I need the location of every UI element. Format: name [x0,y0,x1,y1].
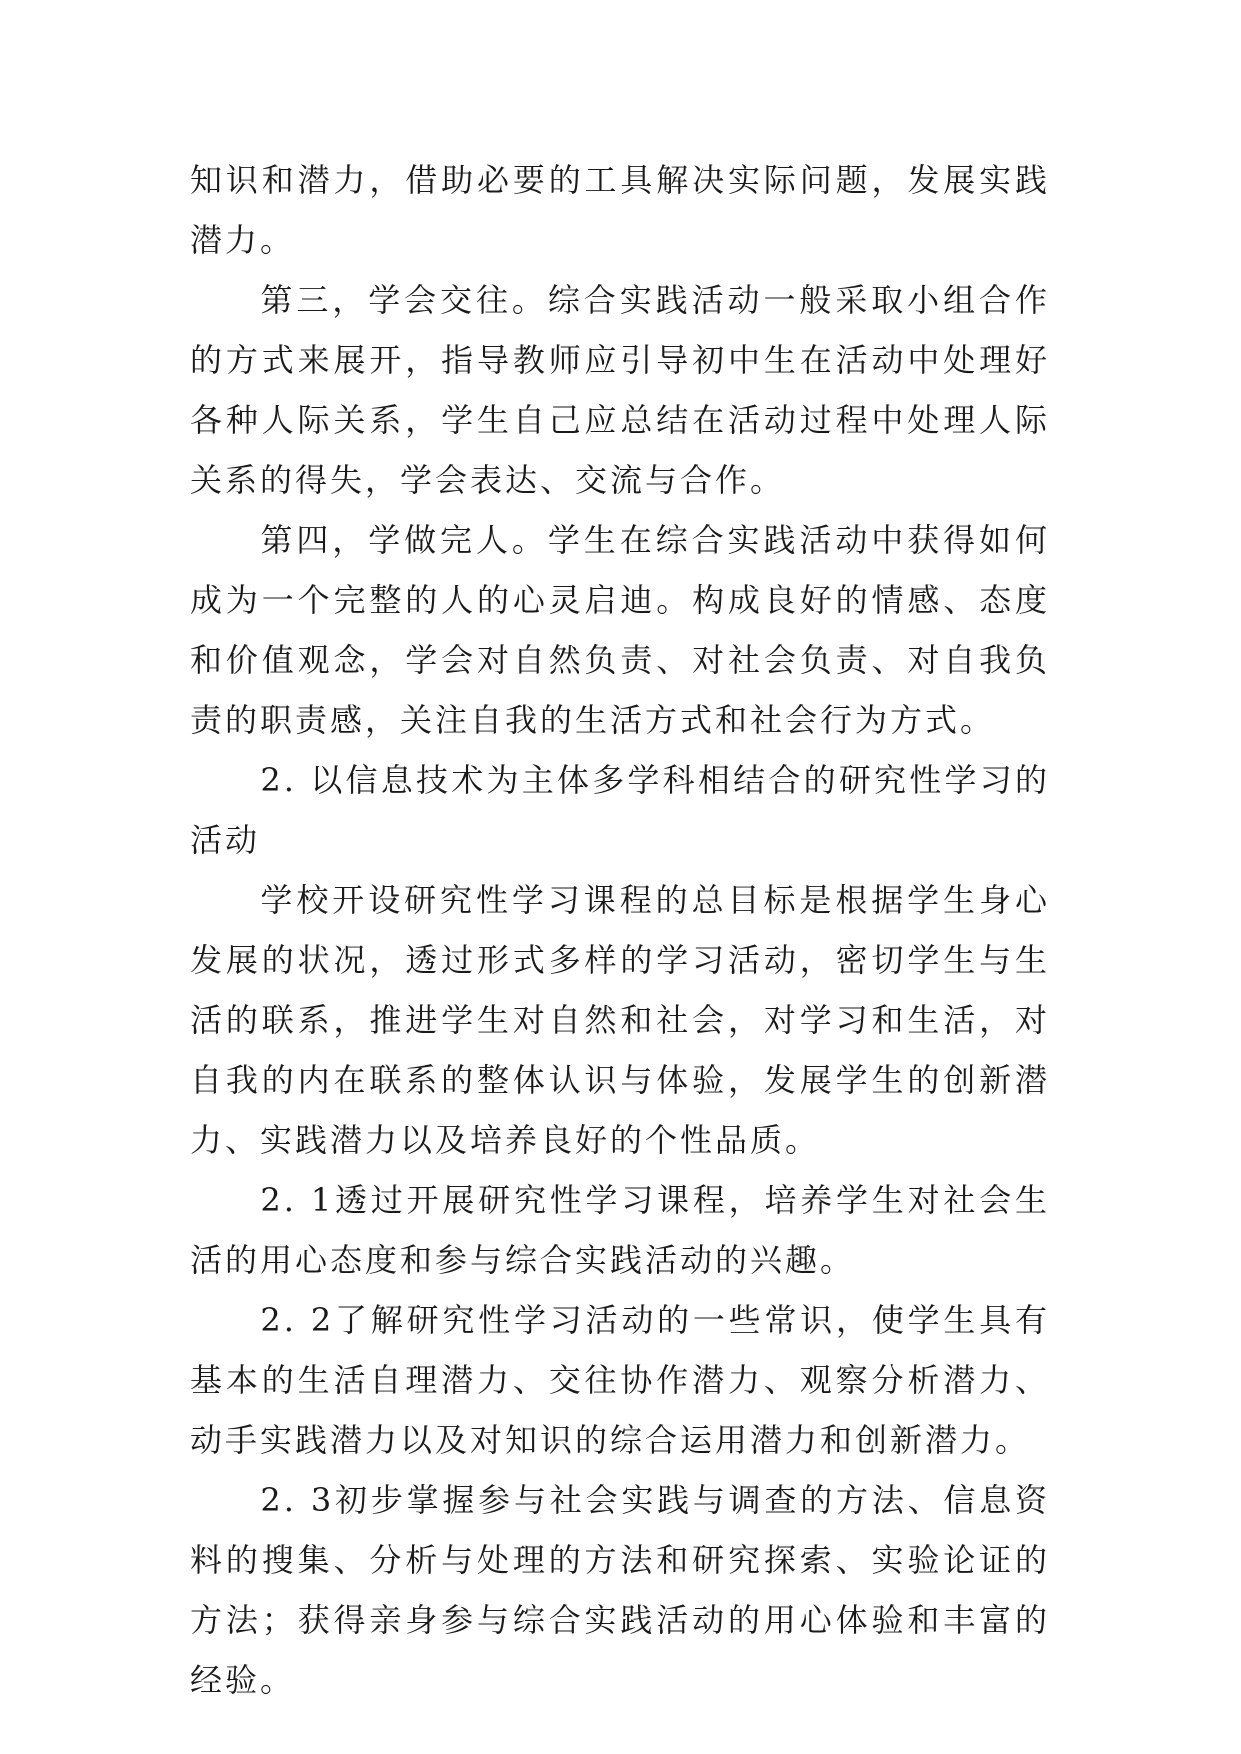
paragraph-fourth-point: 第四，学做完人。学生在综合实践活动中获得如何成为一个完整的人的心灵启迪。构成良好的情感、态度和价值观念，学会对自然负责、对社会负责、对自我负责的职责感，关注自我的生活方式和社会行为方式。 [190,521,1050,739]
list-item-2-1: 2. 1透过开展研究性学习课程，培养学生对社会生活的用心态度和参与综合实践活动的兴趣。 [190,1181,1050,1279]
document-body [190,150,1050,1710]
paragraph-overall-goal: 学校开设研究性学习课程的总目标是根据学生身心发展的状况，透过形式多样的学习活动，密切学生与生活的联系，推进学生对自然和社会，对学习和生活，对自我的内在联系的整体认识与体验，发展学生的创新潜力、实践潜力以及培养良好的个性品质。 [190,881,1050,1159]
list-item-2-2: 2. 2了解研究性学习活动的一些常识，使学生具有基本的生活自理潜力、交往协作潜力、观察分析潜力、动手实践潜力以及对知识的综合运用潜力和创新潜力。 [190,1301,1050,1459]
list-item-2-3: 2. 3初步掌握参与社会实践与调查的方法、信息资料的搜集、分析与处理的方法和研究探索、实验论证的方法；获得亲身参与综合实践活动的用心体验和丰富的经验。 [190,1481,1050,1699]
section-heading-2: 2. 以信息技术为主体多学科相结合的研究性学习的活动 [190,761,1050,859]
paragraph-third-point: 第三，学会交往。综合实践活动一般采取小组合作的方式来展开，指导教师应引导初中生在活动中处理好各种人际关系，学生自己应总结在活动过程中处理人际关系的得失，学会表达、交流与合作。 [190,281,1050,499]
paragraph-continuation: 知识和潜力，借助必要的工具解决实际问题，发展实践潜力。 [190,161,1050,259]
